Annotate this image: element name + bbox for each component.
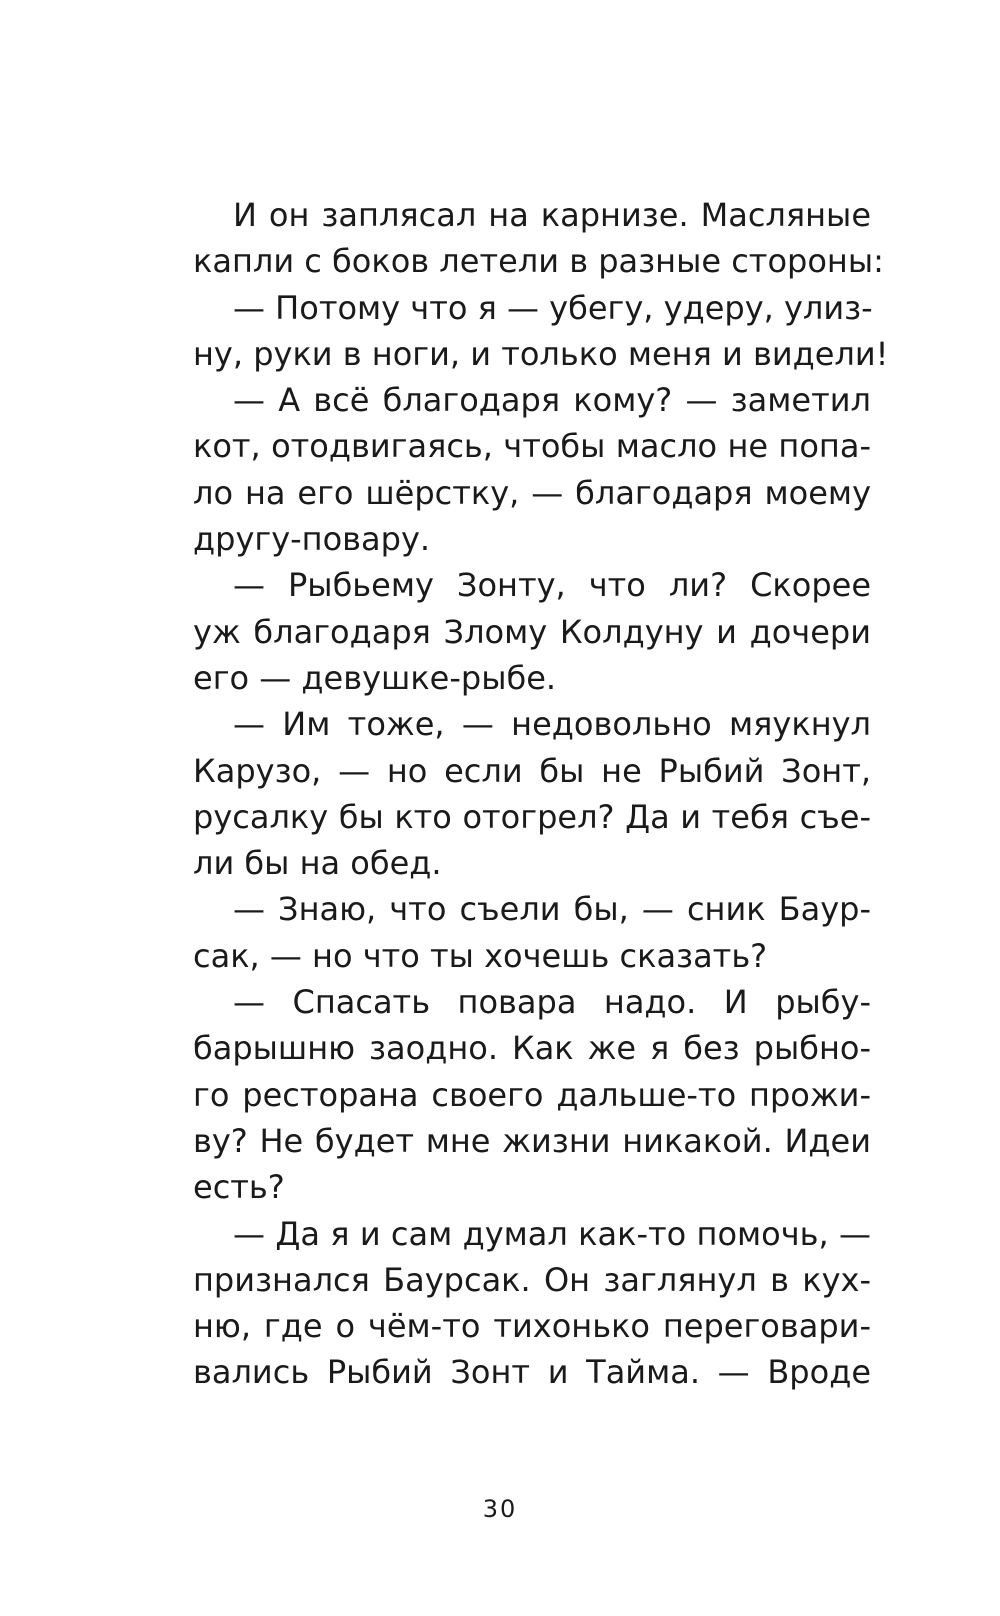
text-line: Карузо, — но если бы не Рыбий Зонт, [193,751,871,790]
text-line: — А всё благодаря кому? — заметил [233,381,871,420]
text-line: ло на его шёрстку, — благодаря моему [193,473,871,512]
text-line: русалку бы кто отогрел? Да и тебя съе- [193,797,871,836]
text-line: — Рыбьему Зонту, что ли? Скорее [233,566,871,605]
body-text [193,192,889,1396]
text-line: го ресторана своего дальше-то прожи- [193,1075,871,1114]
text-line: сак, — но что ты хочешь сказать? [193,936,768,975]
text-line: вались Рыбий Зонт и Тайма. — Вроде [193,1353,871,1392]
text-line: — Да я и сам думал как-то помочь, — [233,1214,871,1253]
text-line: его — девушке-рыбе. [193,658,557,697]
text-line: есть? [193,1168,285,1207]
text-line: — Потому что я — убегу, удеру, улиз- [233,288,873,327]
text-line: И он заплясал на карнизе. Масляные [233,196,871,234]
text-line: ли бы на обед. [193,844,442,883]
text-line: ню, где о чём-то тихонько переговари- [193,1307,871,1346]
text-line: ву? Не будет мне жизни никакой. Идеи [193,1121,871,1160]
text-line: признался Баурсак. Он заглянул в кух- [193,1260,871,1299]
text-line: — Им тоже, — недовольно мяукнул [233,705,871,744]
text-line: — Знаю, что съели бы, — сник Баур- [233,890,871,929]
text-line: кот, отодвигаясь, чтобы масло не попа- [193,427,871,466]
text-line: капли с боков летели в разные стороны: [193,242,884,281]
page-number: 30 [482,1495,518,1523]
text-line: другу-повару. [193,520,431,559]
text-line: барышню заодно. Как же я без рыбно- [193,1029,871,1068]
text-line: ну, руки в ноги, и только меня и видели! [193,334,889,373]
text-line: уж благодаря Злому Колдуну и дочери [193,612,871,651]
text-line: — Спасать повара надо. И рыбу- [233,983,871,1022]
